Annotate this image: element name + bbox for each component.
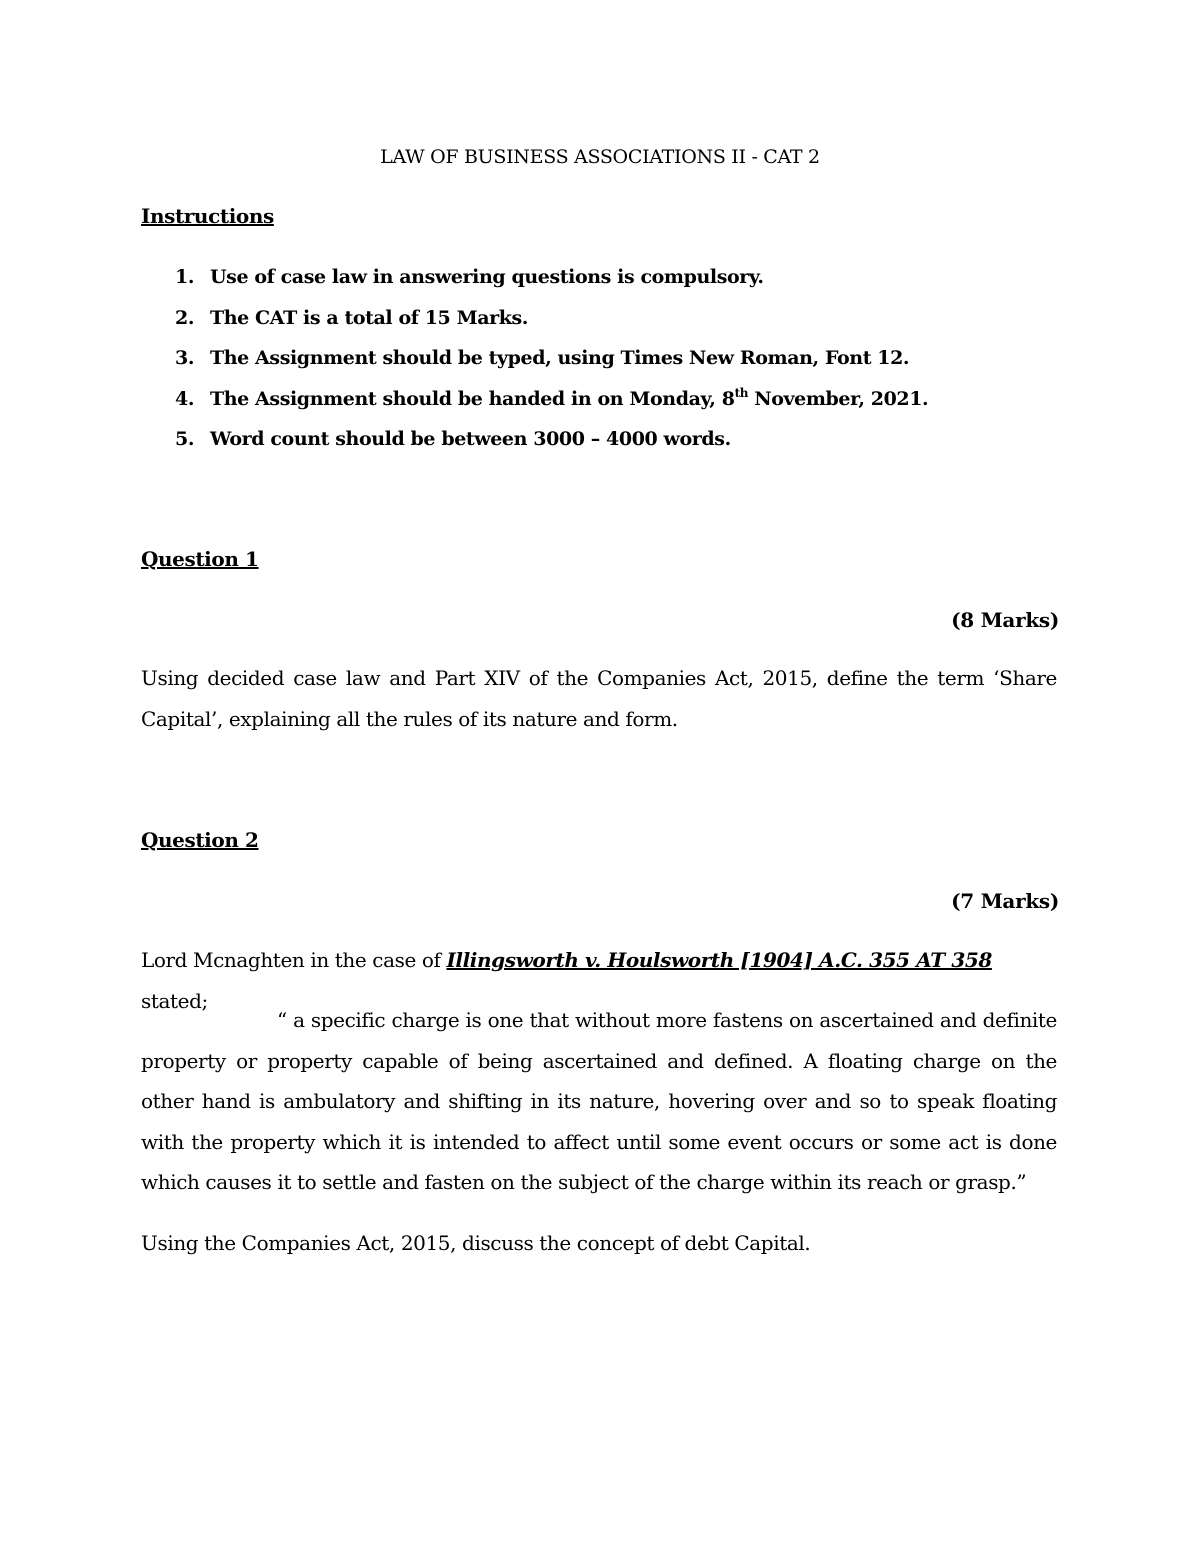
question-1-text: Using decided case law and Part XIV of the Companies Act, 2015, define the term ‘Share Capital’, explaining all the rules of its nature and form. <box>141 666 1057 731</box>
instruction-text <box>210 385 929 410</box>
instruction-text-before: The Assignment should be handed in on Monday, 8 <box>210 387 735 410</box>
instruction-item <box>141 428 928 469</box>
question-1-heading: Question 1 <box>141 547 259 571</box>
instruction-text: Use of case law in answering questions is compulsory. <box>210 266 764 288</box>
question-2-intro-after: stated; <box>141 988 208 1013</box>
instruction-number: 3. <box>175 347 195 369</box>
instruction-number: 2. <box>175 306 195 329</box>
instruction-number: 1. <box>175 266 195 288</box>
instruction-item <box>141 385 929 429</box>
instruction-item <box>141 307 928 348</box>
instructions-list <box>141 266 928 469</box>
question-1-marks: (8 Marks) <box>951 608 1059 632</box>
instruction-item <box>141 347 928 388</box>
question-2-marks: (7 Marks) <box>951 889 1059 913</box>
question-2-intro-before: Lord Mcnaghten in the case of <box>141 948 447 972</box>
question-2-ask: Using the Companies Act, 2015, discuss the concept of debt Capital. <box>141 1231 811 1255</box>
instruction-text: The Assignment should be typed, using Times New Roman, Font 12. <box>210 347 910 369</box>
case-citation: Illingsworth v. Houlsworth [1904] A.C. 355 AT 358 <box>446 948 992 972</box>
question-2-quote: “ a specific charge is one that without more fastens on ascertained and definite property or property capable of being ascertained and defined. A floating charge on the other hand is ambulatory and shifting in its nature, hovering over and so to speak floating with the property which it is intended to affect until some event occurs or some act is done which causes it to settle and fasten on the subject of the charge within its reach or grasp.” <box>141 1008 1057 1194</box>
instruction-item <box>141 266 928 307</box>
ordinal-superscript: th <box>734 385 749 400</box>
instruction-number: 4. <box>175 387 195 410</box>
instruction-text: Word count should be between 3000 – 4000 words. <box>210 428 731 450</box>
question-2-heading: Question 2 <box>141 828 259 852</box>
instruction-text: The CAT is a total of 15 Marks. <box>210 306 529 329</box>
document-title: LAW OF BUSINESS ASSOCIATIONS II - CAT 2 <box>380 146 820 168</box>
instruction-text-after: November, 2021. <box>748 387 929 410</box>
instructions-heading: Instructions <box>141 204 274 228</box>
instruction-number: 5. <box>175 428 195 450</box>
